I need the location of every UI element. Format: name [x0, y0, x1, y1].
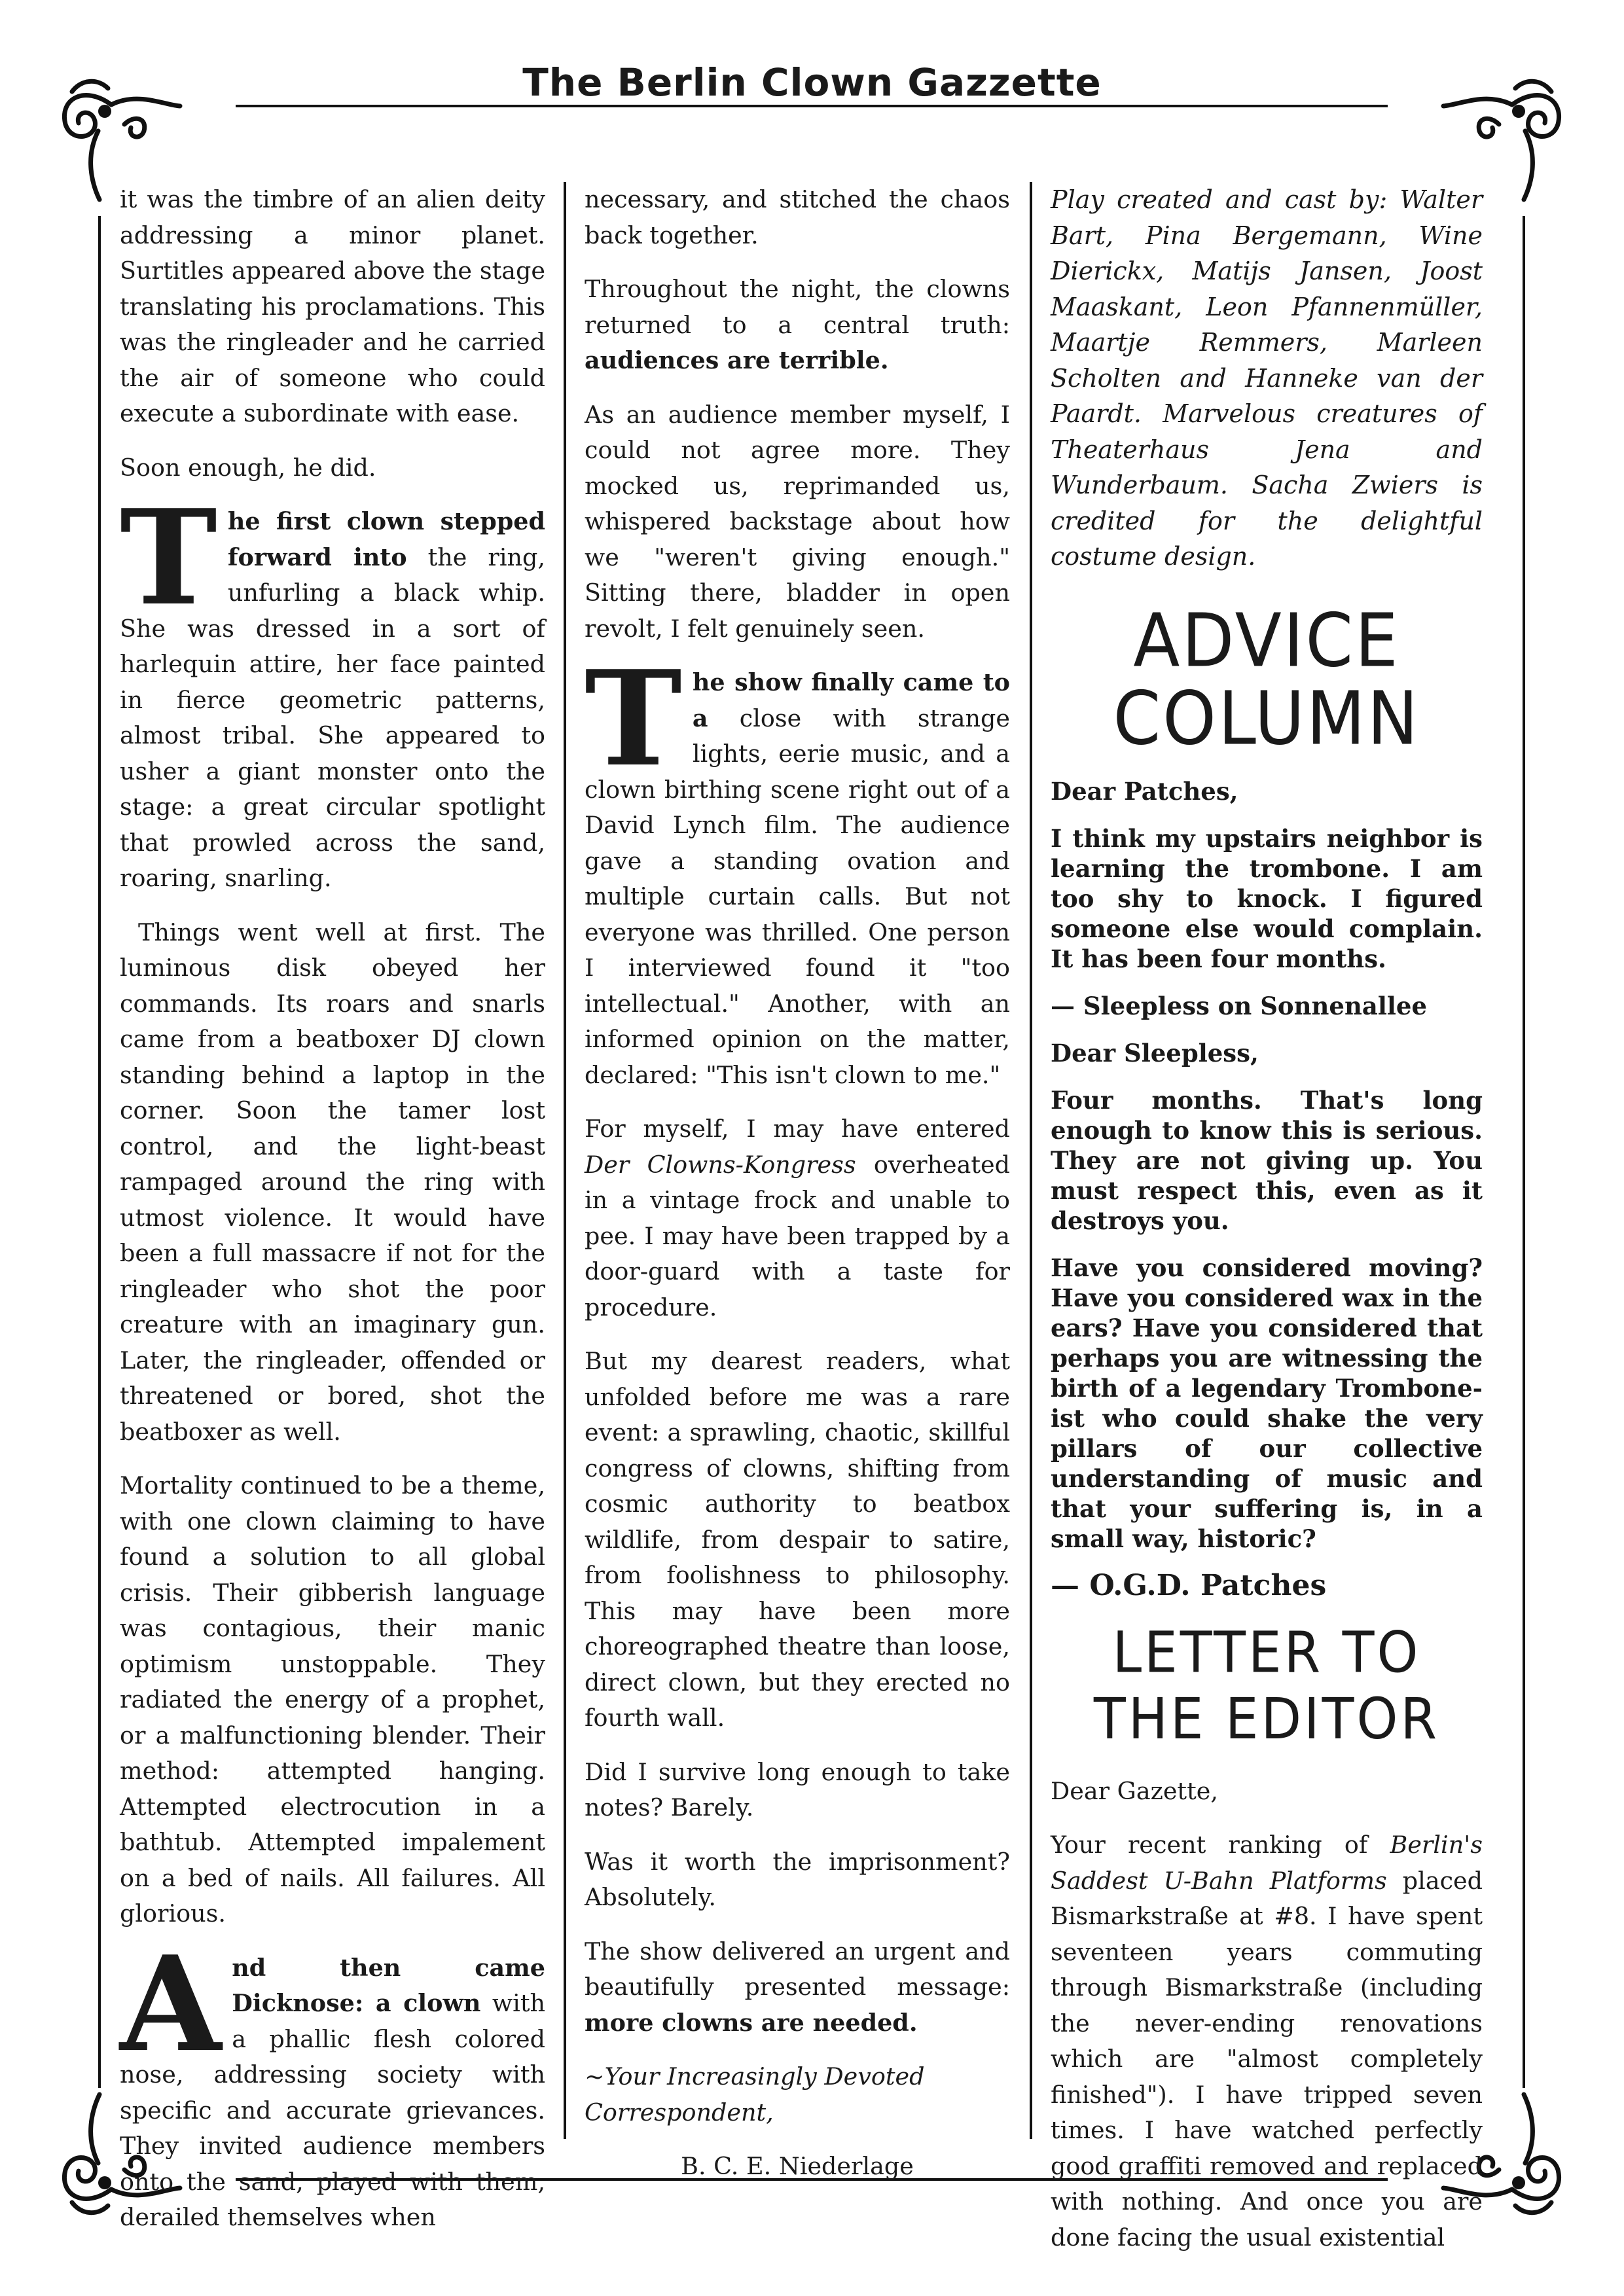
lead-in: he show finally came to a	[692, 668, 1010, 732]
paragraph: Things went well at first. The luminous disk obeyed her commands. Its roars and snarls came from a beatboxer DJ clown standing behind a laptop in the corner. Soon the tamer lost control, and the light-beast rampaged around the ring with utmost violence. It would have been a full massacre if not for the ringleader who shot the poor creature with an imaginary gun. Later, the ringleader, offended or threatened or bored, shot the beatboxer as well.	[120, 918, 545, 1446]
letter-body: Your recent ranking of Berlin's Saddest U-Bahn Platforms placed Bismarkstraße at #8. I have spent seventeen years commuting through Bismarkstraße (including the never-ending renovations which are "almost completely finished"). I have tripped seven times. I have watched perfectly good graffiti removed and replaced with nothing. And once you are done facing the usual existential	[1051, 1831, 1483, 2251]
article-column-3	[1051, 182, 1483, 2251]
advice-question: I think my upstairs neighbor is learning the trombone. I am too shy to knock. I figured someone else would complain. It has been four months.	[1051, 823, 1483, 973]
advice-signature: — O.G.D. Patches	[1051, 1568, 1327, 1602]
advice-greeting: Dear Patches,	[1051, 776, 1238, 806]
advice-greeting: Dear Sleepless,	[1051, 1038, 1259, 1067]
column-rule-right	[1030, 182, 1032, 2139]
paragraph: Soon enough, he did.	[120, 453, 376, 482]
signoff: ~Your Increasingly Devoted Correspondent,	[585, 2062, 925, 2126]
advice-column	[1051, 776, 1483, 1601]
author-name: B. C. E. Niederlage	[681, 2152, 914, 2180]
paragraph-dropcap: And then came Dicknose: a clown with a phallic flesh colored nose, addressing society with specific and accurate grievances. They invited audience members onto the sand, played with them, derailed themselves when	[120, 1927, 545, 2231]
paragraph: The show delivered an urgent and beautifully presented message: more clowns are needed.	[585, 1937, 1010, 2037]
paragraph: Throughout the night, the clowns returned to a central truth: audiences are terrible.	[585, 275, 1010, 374]
paragraph: necessary, and stitched the chaos back together.	[585, 185, 1010, 249]
drop-cap: A	[120, 1927, 222, 2081]
advice-answer: Four months. That's long enough to know this is serious. They are not giving up. You must respect this, even as it destroys you.	[1051, 1085, 1483, 1235]
drop-cap: T	[120, 481, 217, 635]
letter-greeting: Dear Gazette,	[1051, 1776, 1218, 1805]
article-column-2	[585, 182, 1011, 2180]
credits: Play created and cast by: Walter Bart, Pina Bergemann, Wine Dierickx, Matijs Jansen, Joost Maaskant, Leon Pfannenmüller, Maartje Remmers, Marleen Scholten and Hanneke van der Paardt. Marvelous creatures of Theaterhaus Jena and Wunderbaum. Sacha Zwiers is credited for the delightful costume design.	[1051, 185, 1483, 571]
column-rule-left	[564, 182, 566, 2139]
paragraph: For myself, I may have entered Der Clowns-Kongress overheated in a vintage frock and unable to pee. I may have been trapped by a door-guard with a taste for procedure.	[585, 1115, 1011, 1321]
paragraph: it was the timbre of an alien deity addressing a minor planet. Surtitles appeared above the stage translating his proclamations. This was the ringleader and he carried the air of someone who could execute a subordinate with ease.	[120, 185, 545, 427]
drop-cap: T	[585, 642, 682, 796]
paragraph: Was it worth the imprisonment? Absolutely.	[585, 1847, 1010, 1911]
advice-answer: Have you considered moving? Have you considered wax in the ears? Have you considered that perhaps you are witnessing the birth of a legendary Trombone-ist who could shake the very pillars of our collective understanding of music and that your suffering is, in a small way, historic?	[1051, 1253, 1483, 1553]
frame-top-line	[236, 105, 1388, 107]
paragraph: But my dearest readers, what unfolded before me was a rare event: a sprawling, chaotic, skillful congress of clowns, shifting from cosmic authority to beatbox wildlife, from despair to satire, from foolishness to philosophy. This may have been more choreographed theatre than loose, direct clown, but they erected no fourth wall.	[585, 1347, 1010, 1732]
paragraph: Mortality continued to be a theme, with one clown claiming to have found a solution to all global crisis. Their gibberish language was contagious, their manic optimism unstoppable. They radiated the energy of a prophet, or a malfunctioning blender. Their method: attempted hanging. Attempted electrocution in a bathtub. Attempted impalement on a bed of nails. All failures. All glorious.	[120, 1471, 545, 1928]
paragraph: As an audience member myself, I could not agree more. They mocked us, reprimanded us, whispered backstage about how we "weren't giving enough." Sitting there, bladder in open revolt, I felt genuinely seen.	[585, 400, 1010, 643]
frame-left-line	[98, 216, 101, 2088]
masthead-title: The Berlin Clown Gazzette	[522, 60, 1102, 105]
frame-right-line	[1523, 216, 1525, 2088]
letter-to-editor-heading: LETTER TO THE EDITOR	[1093, 1619, 1440, 1751]
article-column-1	[120, 182, 545, 2231]
paragraph-dropcap: The first clown stepped forward into the ring, unfurling a black whip. She was dressed in a sort of harlequin attire, her face painted in fierce geometric patterns, almost tribal. She appeared to usher a giant monster onto the stage: a great circular spotlight that prowled across the sand, roaring, snarling.	[120, 481, 545, 892]
lead-in: he first clown stepped forward into	[227, 507, 545, 571]
paragraph: Did I survive long enough to take notes? Barely.	[585, 1757, 1010, 1821]
advice-signature: — Sleepless on Sonnenallee	[1051, 991, 1428, 1020]
lead-in: nd then came Dicknose: a clown	[232, 1953, 545, 2017]
paragraph-dropcap: The show finally came to a close with strange lights, eerie music, and a clown birthing scene right out of a David Lynch film. The audience gave a standing ovation and multiple curtain calls. But not everyone was thrilled. One person I interviewed found it "too intellectual." Another, with an informed opinion on the matter, declared: "This isn't clown to me."	[585, 642, 1010, 1089]
advice-column-heading: ADVICE COLUMN	[1113, 597, 1420, 761]
